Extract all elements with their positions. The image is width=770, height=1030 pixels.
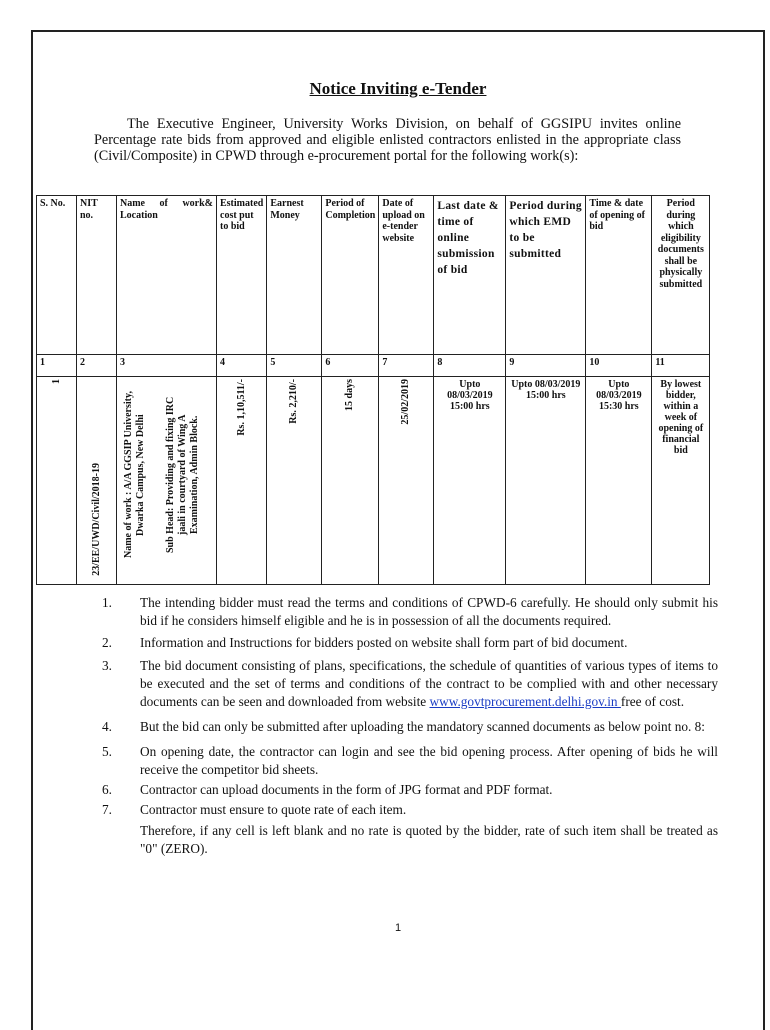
upload-date: 25/02/2019 [400, 379, 412, 425]
header-cell: S. No. [37, 196, 77, 355]
earnest-money: Rs. 2,210/- [288, 379, 300, 424]
nit-number: 23/EE/UWD/Civil/2018-19 [90, 463, 102, 576]
column-number: 7 [379, 355, 434, 377]
tender-table [36, 195, 710, 585]
emd-period-cell: Upto 08/03/2019 15:00 hrs [506, 377, 586, 585]
column-number: 3 [117, 355, 217, 377]
document-page [31, 30, 765, 1030]
list-item: Therefore, if any cell is left blank and no rate is quoted by the bidder, rate of such item shall be treated as "0" (ZERO). [140, 823, 718, 856]
header-cell: NIT no. [77, 196, 117, 355]
column-number: 11 [652, 355, 710, 377]
column-number: 2 [77, 355, 117, 377]
page-number: 1 [394, 922, 402, 934]
column-number: 5 [267, 355, 322, 377]
list-item: 5. On opening date, the contractor can login and see the bid opening process. After opening of bids he will receive the competitor bid sheets. [102, 744, 718, 777]
column-number: 9 [506, 355, 586, 377]
last-date-cell: Upto 08/03/2019 15:00 hrs [434, 377, 506, 585]
serial-number: 1 [50, 379, 62, 384]
page-title: Notice Inviting e-Tender [309, 79, 487, 98]
list-item: 4. But the bid can only be submitted after uploading the mandatory scanned documents as below point no. 8: [102, 719, 705, 734]
table-row [37, 377, 710, 585]
list-item: 3. The bid document consisting of plans, specifications, the schedule of quantities of various types of items to be executed and the set of terms and conditions of the contract to be complied with and other necessary documents can be seen and downloaded from website www.govtprocurement.delhi.gov.in free of cost. [102, 658, 718, 709]
header-cell: Earnest Money [267, 196, 322, 355]
table-number-row [37, 355, 710, 377]
instructions-list [90, 594, 718, 858]
header-cell: Last date & time of online submission of bid [434, 196, 506, 355]
list-item: 2. Information and Instructions for bidders posted on website shall form part of bid document. [102, 635, 628, 650]
header-cell: Estimated cost put to bid [217, 196, 267, 355]
work-subhead-line: Sub Head: Providing and fixing IRC [165, 396, 176, 554]
list-item: 6. Contractor can upload documents in the form of JPG format and PDF format. [102, 782, 553, 797]
list-item: 1. The intending bidder must read the terms and conditions of CPWD-6 carefully. He should only submit his bid if he considers himself eligible and he is in possession of all the documents required. [102, 595, 718, 628]
header-cell: Period during which EMD to be submitted [506, 196, 586, 355]
column-number: 10 [586, 355, 652, 377]
eligibility-cell: By lowest bidder, within a week of opening of financial bid [652, 377, 710, 585]
header-cell: Period of Completion [322, 196, 379, 355]
header-cell: Period during which eligibility documents shall be physically submitted [652, 196, 710, 355]
work-name-line: Dwarka Campus, New Delhi [135, 414, 146, 536]
opening-date-cell: Upto 08/03/2019 15:30 hrs [586, 377, 652, 585]
work-name-line: Name of work : A/A GGSIP University, [123, 391, 134, 559]
work-subhead-line: Examination, Admin Block. [189, 415, 200, 535]
list-item: 7. Contractor must ensure to quote rate of each item. [102, 802, 407, 817]
column-number: 4 [217, 355, 267, 377]
completion-period: 15 days [344, 379, 356, 411]
column-number: 8 [434, 355, 506, 377]
work-subhead-line: jaali in courtyard of Wing A [177, 414, 188, 536]
header-cell: Time & date of opening of bid [586, 196, 652, 355]
header-cell: Name of work& Location [117, 196, 217, 355]
intro-paragraph: The Executive Engineer, University Works Division, on behalf of GGSIPU invites online Percentage rate bids from approved and eligible enlisted contractors enlisted in the appropriate class (Civil/Composite) in CPWD through e-procurement portal for the following work(s): [94, 116, 681, 164]
table-header-row [37, 196, 710, 355]
header-cell: Date of upload on e-tender website [379, 196, 434, 355]
procurement-link[interactable]: www.govtprocurement.delhi.gov.in [429, 694, 621, 709]
estimated-cost: Rs. 1,10,511/- [235, 379, 247, 436]
work-name-cell [119, 379, 214, 576]
column-number: 1 [37, 355, 77, 377]
column-number: 6 [322, 355, 379, 377]
